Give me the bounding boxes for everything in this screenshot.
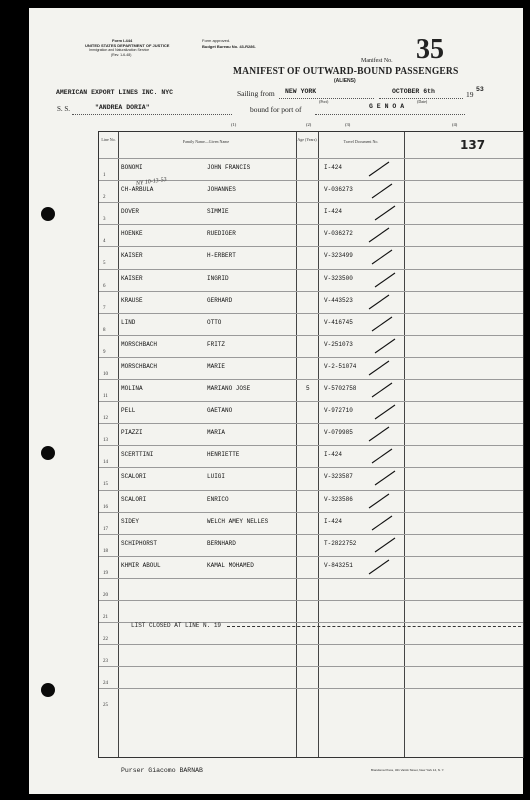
table-row: [99, 423, 523, 445]
family-name: SCALORI: [121, 495, 147, 503]
line-number: 8: [103, 327, 106, 333]
destination-port: G E N O A: [369, 103, 405, 110]
check-mark-icon: [370, 381, 394, 399]
check-mark-icon: [373, 403, 397, 421]
check-mark-icon: [370, 447, 394, 465]
given-name: MARIANO JOSE: [207, 385, 251, 392]
table-row: [99, 202, 523, 224]
given-name: GERHARD: [207, 296, 233, 304]
travel-document: I-424: [324, 164, 343, 171]
given-name: JOHN FRANCIS: [207, 164, 251, 171]
given-name: WELCH AMEY NELLES: [207, 517, 269, 525]
shipping-company: AMERICAN EXPORT LINES INC. NYC: [56, 89, 174, 96]
manifest-number: 35: [416, 34, 444, 65]
table-row: [99, 246, 523, 268]
sailing-date: OCTOBER 6th: [392, 88, 435, 95]
travel-document: V-323587: [324, 473, 353, 481]
line-number: 4: [103, 239, 106, 245]
table-row: [99, 600, 523, 622]
travel-document: I-424: [324, 208, 343, 216]
table-row: [99, 644, 523, 666]
header-age: Age (Years): [297, 137, 317, 142]
given-name: JOHANNES: [207, 186, 236, 194]
ship-line: [72, 114, 232, 115]
printer: Brandsma Press, 321 Varick Street, New York 14, N. Y.: [371, 768, 445, 772]
purser: Purser Giacomo BARNAB: [121, 767, 203, 774]
table-row: [99, 556, 523, 578]
sailing-port: NEW YORK: [285, 88, 317, 95]
punch-hole: [41, 446, 55, 460]
travel-document: V-323500: [324, 274, 353, 282]
table-row: [99, 688, 523, 710]
line-number: 18: [103, 548, 108, 554]
table-row: [99, 269, 523, 291]
line-number: 15: [103, 482, 108, 488]
destination-line: [315, 114, 465, 115]
port-caption: (Port): [319, 99, 329, 104]
travel-document: V-443523: [324, 296, 353, 304]
col-num-1: (1): [231, 122, 237, 127]
travel-document: V-972710: [324, 407, 353, 415]
given-name: HENRIETTE: [207, 451, 240, 459]
given-name: ENRICO: [207, 495, 229, 503]
family-name: SCERTTINI: [121, 451, 154, 459]
table-row: [99, 335, 523, 357]
given-name: MARIE: [207, 362, 226, 370]
line-number: 22: [103, 637, 108, 643]
date-caption: (Date): [417, 99, 428, 104]
table-row: [99, 291, 523, 313]
check-mark-icon: [370, 182, 394, 200]
punch-hole: [41, 207, 55, 221]
table-row: [99, 401, 523, 423]
check-mark-icon: [367, 226, 391, 244]
travel-document: V-036272: [324, 230, 353, 238]
line-number: 11: [103, 394, 108, 399]
check-mark-icon: [367, 492, 391, 510]
check-mark-icon: [367, 425, 391, 443]
family-name: BONOMI: [121, 164, 143, 171]
form-approved: Form approved.: [202, 38, 231, 43]
check-mark-icon: [373, 536, 397, 554]
family-name: SCHIPHORST: [121, 539, 158, 547]
table-row: [99, 578, 523, 600]
family-name: KAISER: [121, 274, 143, 282]
given-name: LUIGI: [207, 473, 226, 481]
line-number: 1: [103, 173, 106, 178]
header-name: Family Name—Given Name: [182, 139, 230, 144]
given-name: RUEDIGER: [207, 230, 236, 238]
ss-label: S. S.: [57, 105, 71, 113]
manifest-subtitle: (ALIENS): [334, 78, 356, 84]
year-prefix: 19: [466, 90, 474, 99]
table-row: [99, 357, 523, 379]
travel-document: V-323499: [324, 252, 353, 260]
manifest-title: MANIFEST OF OUTWARD-BOUND PASSENGERS: [233, 66, 459, 77]
family-name: HOENKE: [121, 230, 143, 238]
given-name: MARIA: [207, 429, 226, 437]
handwritten-note: NY 10-13-53: [135, 176, 168, 188]
check-mark-icon: [373, 204, 397, 222]
given-name: INGRID: [207, 274, 229, 282]
check-mark-icon: [373, 271, 397, 289]
family-name: MOLINA: [121, 385, 143, 392]
check-mark-icon: [367, 359, 391, 377]
line-number: 14: [103, 460, 108, 466]
travel-document: V-251073: [324, 340, 353, 348]
line-number: 12: [103, 416, 108, 422]
sailing-from-label: Sailing from: [237, 89, 275, 98]
travel-document: V-323586: [324, 495, 353, 503]
manifest-page: [29, 8, 523, 794]
family-name: CH-ARBULA: [121, 186, 154, 194]
travel-document: V-416745: [324, 318, 353, 326]
age: 5: [306, 385, 310, 392]
line-number: 19: [103, 570, 108, 576]
line-number: 10: [103, 371, 108, 377]
line-number: 6: [103, 283, 106, 289]
given-name: GAETANO: [207, 407, 233, 415]
line-number: 20: [103, 592, 108, 598]
family-name: MORSCHBACH: [121, 362, 158, 370]
given-name: BERNHARD: [207, 539, 236, 547]
line-number: 25: [103, 703, 108, 709]
check-mark-icon: [373, 469, 397, 487]
given-name: KAMAL MOHAMED: [207, 561, 254, 569]
closing-line: LIST CLOSED AT LINE N. 19: [131, 622, 222, 629]
table-row: [99, 512, 523, 534]
header-travel-doc: Travel Document No.: [343, 139, 379, 144]
travel-document: V-5702758: [324, 385, 357, 392]
line-number: 13: [103, 438, 108, 444]
page-mark: 137: [460, 138, 486, 152]
line-number: 16: [103, 504, 108, 510]
table-row: [99, 666, 523, 688]
line-number: 5: [103, 261, 106, 267]
budget-bureau: Budget Bureau No. 43-R286.: [202, 44, 256, 49]
family-name: PIAZZI: [121, 429, 143, 437]
given-name: SIMMIE: [207, 208, 229, 216]
travel-document: V-843251: [324, 561, 353, 569]
travel-document: V-2-51074: [324, 362, 357, 370]
table-row: [99, 467, 523, 489]
family-name: PELL: [121, 407, 136, 415]
family-name: SCALORI: [121, 473, 147, 481]
col-num-2: (2): [306, 122, 312, 127]
family-name: LIND: [121, 318, 136, 326]
check-mark-icon: [370, 248, 394, 266]
travel-document: I-424: [324, 517, 343, 525]
line-number: 3: [103, 217, 106, 223]
family-name: KHMIR ABOUL: [121, 561, 161, 569]
revision: (Rev. 1-6-48): [111, 53, 132, 57]
check-mark-icon: [370, 315, 394, 333]
bound-label: bound for port of: [250, 105, 302, 114]
family-name: DOVER: [121, 208, 140, 216]
passenger-table: [98, 131, 524, 758]
form-number: Form I-444: [112, 38, 133, 43]
line-number: 17: [103, 526, 108, 532]
family-name: SIDEY: [121, 517, 140, 525]
table-row: [99, 534, 523, 556]
travel-document: V-036273: [324, 186, 353, 194]
header-line-no: Line No.: [101, 137, 116, 142]
family-name: MORSCHBACH: [121, 340, 158, 348]
closing-dashes: [227, 626, 521, 627]
table-row: [99, 313, 523, 335]
table-row: [99, 490, 523, 512]
travel-document: V-079985: [324, 429, 353, 437]
col-num-3: (3): [345, 122, 351, 127]
department: UNITED STATES DEPARTMENT OF JUSTICE: [85, 43, 170, 48]
line-number: 2: [103, 195, 106, 201]
given-name: OTTO: [207, 318, 222, 326]
family-name: KRAUSE: [121, 296, 143, 304]
col-num-4: (4): [452, 122, 458, 127]
travel-document: I-424: [324, 451, 343, 459]
line-number: 24: [103, 681, 108, 687]
given-name: FRITZ: [207, 340, 226, 348]
travel-document: T-2822752: [324, 539, 357, 547]
check-mark-icon: [373, 337, 397, 355]
check-mark-icon: [367, 160, 391, 178]
table-row: [99, 224, 523, 246]
check-mark-icon: [367, 293, 391, 311]
ship-name: "ANDREA DORIA": [95, 104, 150, 111]
line-number: 9: [103, 349, 106, 355]
service: Immigration and Naturalization Service: [89, 48, 150, 52]
check-mark-icon: [367, 558, 391, 576]
check-mark-icon: [370, 514, 394, 532]
given-name: H-ERBERT: [207, 252, 236, 260]
table-row: [99, 379, 523, 401]
line-number: 21: [103, 615, 108, 620]
manifest-label: Manifest No.: [361, 58, 393, 64]
punch-hole: [41, 683, 55, 697]
family-name: KAISER: [121, 252, 143, 260]
line-number: 7: [103, 305, 106, 311]
table-row: [99, 445, 523, 467]
sailing-year: 53: [476, 86, 484, 93]
line-number: 23: [103, 659, 108, 665]
